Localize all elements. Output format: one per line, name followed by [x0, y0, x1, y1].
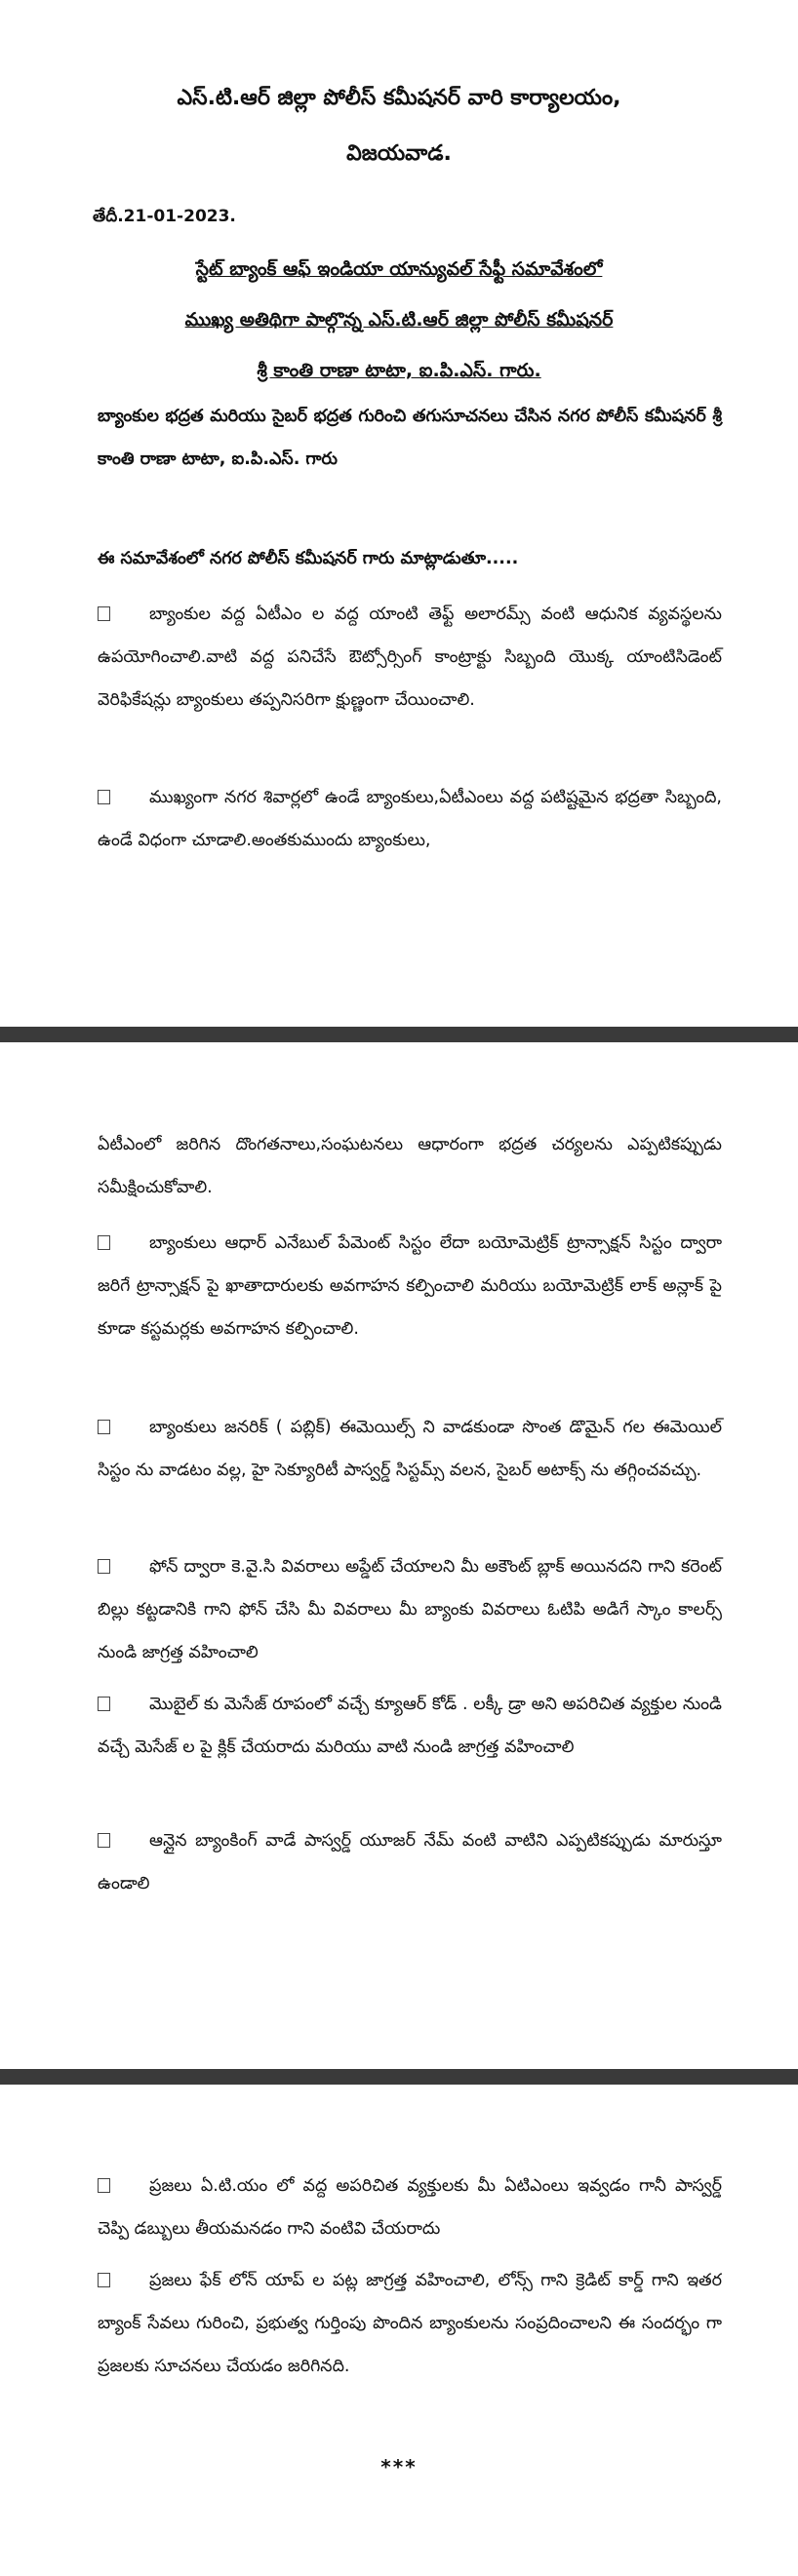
- intro-paragraph: [98, 395, 722, 481]
- document-page-1: [0, 0, 798, 1027]
- missing-glyph-bullet-icon: [98, 2273, 110, 2287]
- end-of-release-mark: ***: [380, 2455, 418, 2478]
- office-header-line-2: విజయవాడ.: [346, 141, 452, 166]
- subheading-line-1: స్టేట్ బ్యాంక్ ఆఫ్ ఇండియా యాన్యువల్ సేఫ్టీ సమావేశంలో: [195, 258, 603, 280]
- missing-glyph-bullet-icon: [98, 1697, 110, 1711]
- lead-paragraph: [98, 537, 722, 580]
- missing-glyph-bullet-icon: [98, 1559, 110, 1574]
- point-9-text: ప్రజలు ఫేక్ లోన్ యాప్ ల పట్ల జాగ్రత్త వహించాలి, లోన్స్ గాని క్రెడిట్ కార్డ్ గాని ఇతర బ్యాంక్ సేవలు గురించి, ప్రభుత్వ గుర్తింపు పొందిన బ్యాంకులను సంప్రదించాలని ఈ సందర్భం గా ప్రజలకు సూచనలు చేయడం జరిగినది.: [98, 2271, 722, 2376]
- continuation-text: ఏటీఎంలో జరిగిన దొంగతనాలు,సంఘటనలు ఆధారంగా భద్రత చర్యలను ఎప్పటికప్పుడు సమీక్షించుకోవాలి.: [98, 1135, 722, 1197]
- point-3-text: బ్యాంకులు ఆధార్ ఎనేబుల్ పేమెంట్ సిస్టం లేదా బయోమెట్రిక్ ట్రాన్సాక్షన్ సిస్టం ద్వారా జరిగే ట్రాన్సాక్షన్ పై ఖాతాదారులకు అవగాహన కల్పించాలి మరియు బయోమెట్రిక్ లాక్ అన్లాక్ పై కూడా కస్టమర్లకు అవగాహన కల్పించాలి.: [98, 1233, 722, 1339]
- missing-glyph-bullet-icon: [98, 1833, 110, 1848]
- subheading-line-2: ముఖ్య అతిథిగా పాల్గొన్న ఎస్.టి.ఆర్ జిల్లా పోలీస్ కమీషనర్: [184, 309, 614, 331]
- lead-text: ఈ సమావేశంలో నగర పోలీస్ కమీషనర్ గారు మాట్లాడుతూ.....: [98, 549, 519, 568]
- office-header-line-1: ఎస్.టి.ఆర్ జిల్లా పోలీస్ కమీషనర్ వారి కార్యాలయం,: [177, 86, 621, 110]
- continuation-paragraph: [98, 1123, 722, 1209]
- point-2-paragraph: [98, 776, 722, 862]
- missing-glyph-bullet-icon: [98, 790, 110, 804]
- missing-glyph-bullet-icon: [98, 1235, 110, 1250]
- point-1-paragraph: [98, 593, 722, 722]
- point-2-text: ముఖ్యంగా నగర శివార్లలో ఉండే బ్యాంకులు,ఏటీఎంలు వద్ద పటిష్టమైన భద్రతా సిబ్బంది, ఉండే విధంగా చూడాలి.అంతకుముందు బ్యాంకులు,: [98, 788, 722, 850]
- missing-glyph-bullet-icon: [98, 2178, 110, 2193]
- point-9-paragraph: [98, 2259, 722, 2388]
- point-4-paragraph: [98, 1406, 722, 1492]
- page-separator: [0, 2069, 798, 2085]
- point-8-paragraph: [98, 2165, 722, 2250]
- subheading-line-3: శ్రీ కాంతి రాణా టాటా, ఐ.పి.ఎస్. గారు.: [257, 360, 541, 381]
- document-page-3: [0, 2085, 798, 2576]
- missing-glyph-bullet-icon: [98, 1420, 110, 1434]
- point-3-paragraph: [98, 1222, 722, 1350]
- missing-glyph-bullet-icon: [98, 606, 110, 621]
- point-6-paragraph: [98, 1683, 722, 1769]
- page-separator: [0, 1027, 798, 1042]
- point-7-paragraph: [98, 1819, 722, 1905]
- point-6-text: మొబైల్ కు మెసేజ్ రూపంలో వచ్చే క్యూఆర్ కోడ్ . లక్కీ డ్రా అని అపరిచిత వ్యక్తుల నుండి వచ్చే మెసేజ్ ల పై క్లిక్ చేయరాదు మరియు వాటి నుండి జాగ్రత్త వహించాలి: [98, 1695, 722, 1757]
- intro-text: బ్యాంకుల భద్రత మరియు సైబర్ భద్రత గురించి తగుసూచనలు చేసిన నగర పోలీస్ కమీషనర్ శ్రీ కాంతి రాణా టాటా, ఐ.పి.ఎస్. గారు: [98, 407, 722, 469]
- press-release-date: తేదీ.21-01-2023.: [93, 207, 236, 226]
- point-7-text: ఆన్లైన బ్యాంకింగ్ వాడే పాస్వర్డ్ యూజర్ నేమ్ వంటి వాటిని ఎప్పటికప్పుడు మారుస్తూ ఉండాలి: [98, 1831, 722, 1893]
- point-1-text: బ్యాంకుల వద్ద ఏటీఎం ల వద్ద యాంటి తెఫ్ట్ అలారమ్స్ వంటి ఆధునిక వ్యవస్థలను ఉపయోగించాలి.వాటి వద్ద పనిచేసే ఔట్సోర్సింగ్ కాంట్రాక్టు సిబ్బంది యొక్క యాంటిసిడెంట్ వెరిఫికేషన్లు బ్యాంకులు తప్పనిసరిగా క్షుణ్ణంగా చేయించాలి.: [98, 605, 722, 710]
- point-5-text: ఫోన్ ద్వారా కె.వై.సి వివరాలు అప్డేట్ చేయాలని మీ అకౌంట్ బ్లాక్ అయినదని గాని కరెంట్ బిల్లు కట్టడానికి గాని ఫోన్ చేసి మీ వివరాలు మీ బ్యాంకు వివరాలు ఓటిపి అడిగే స్కాం కాలర్స్ నుండి జాగ్రత్త వహించాలి: [98, 1557, 722, 1662]
- document-page-2: [0, 1042, 798, 2069]
- point-8-text: ప్రజలు ఏ.టి.యం లో వద్ద అపరిచిత వ్యక్తులకు మీ ఏటిఎంలు ఇవ్వడం గానీ పాస్వర్డ్ చెప్పి డబ్బులు తీయమనడం గాని వంటివి చేయరాదు: [98, 2176, 722, 2239]
- point-4-text: బ్యాంకులు జనరిక్ ( పబ్లిక్) ఈమెయిల్స్ ని వాడకుండా సొంత డొమైన్ గల ఈమెయిల్ సిస్టం ను వాడటం వల్ల, హై సెక్యూరిటీ పాస్వర్డ్ సిస్టమ్స్ వలన, సైబర్ అటాక్స్ ను తగ్గించవచ్చు.: [98, 1418, 722, 1480]
- point-5-paragraph: [98, 1545, 722, 1674]
